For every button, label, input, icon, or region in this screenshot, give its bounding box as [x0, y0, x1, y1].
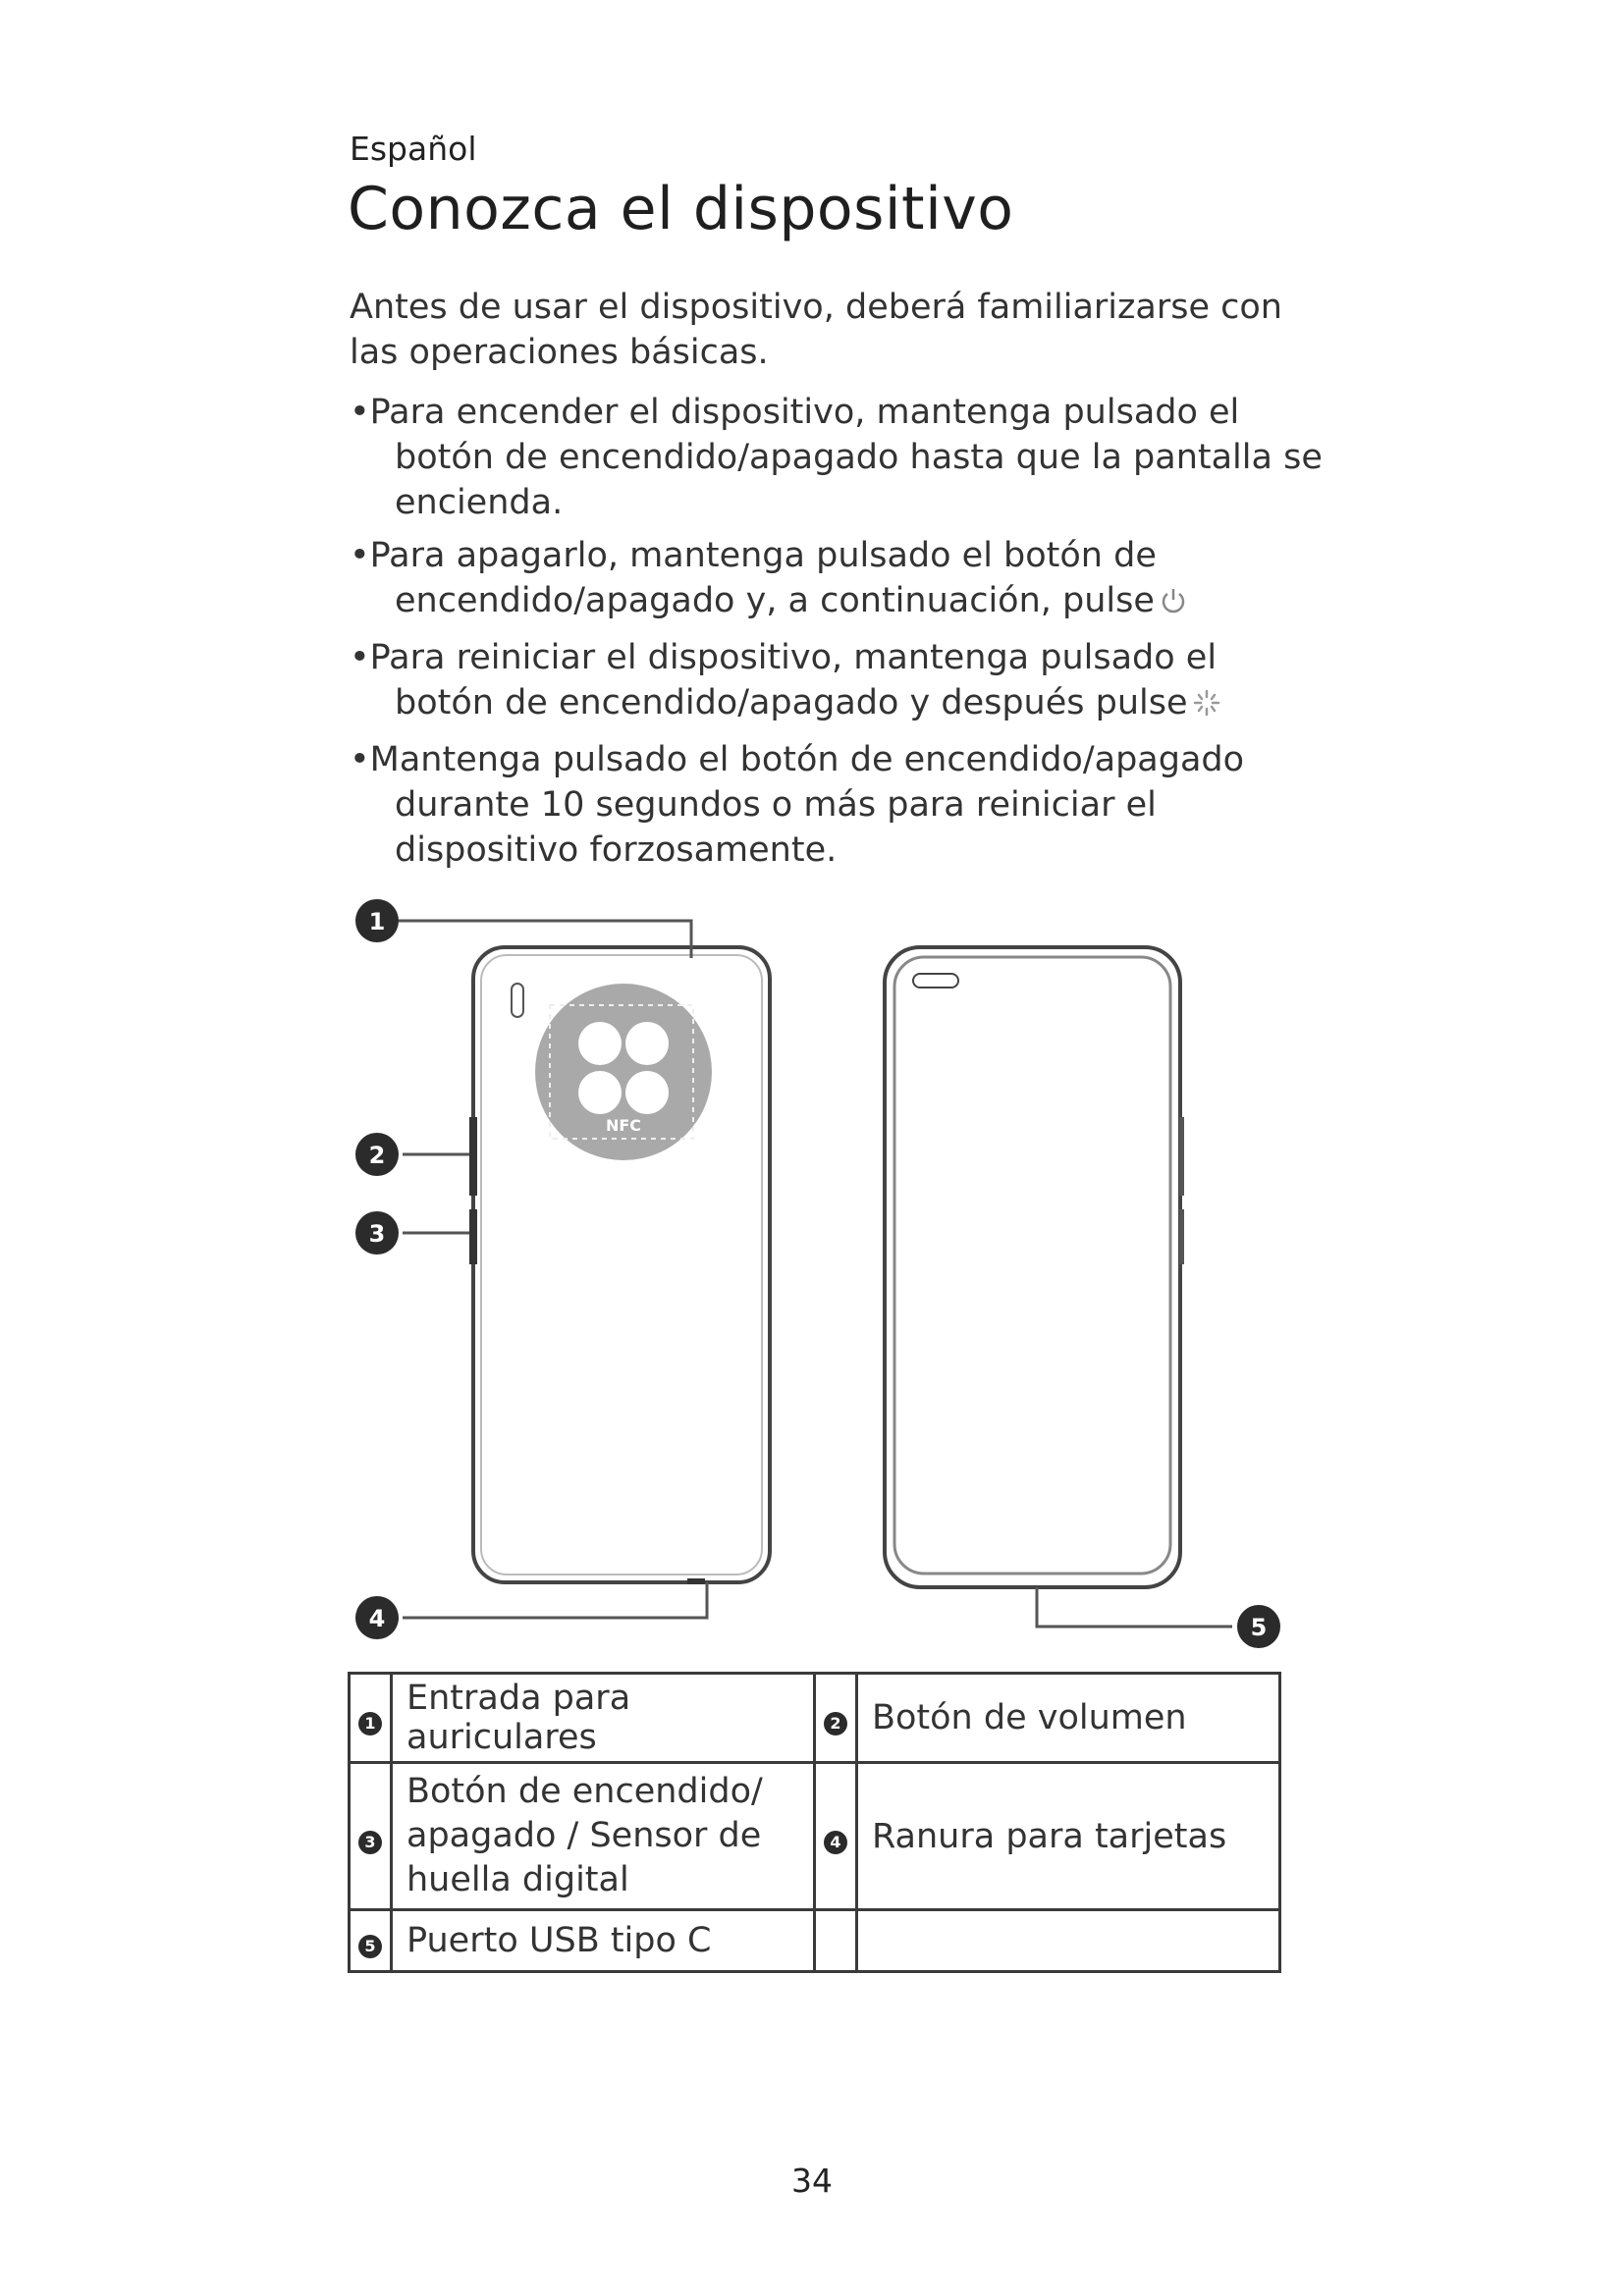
phone-front-illustration	[885, 947, 1184, 1587]
legend-number: 5	[358, 1935, 382, 1958]
legend-number: 1	[358, 1712, 382, 1735]
page-title: Conozca el dispositivo	[348, 175, 1014, 243]
callout-2	[355, 1133, 399, 1176]
power-button	[469, 1209, 477, 1264]
table-row	[350, 1674, 1280, 1763]
intro-paragraph: Antes de usar el dispositivo, deberá familiarizarse con las operaciones básicas.	[350, 288, 1282, 372]
legend-number: 2	[824, 1712, 847, 1735]
svg-text:3: 3	[368, 1220, 386, 1248]
list-item: •Para apagarlo, mantenga pulsado el botón de encendido/apagado y, a continuación, pulse	[350, 533, 1331, 627]
callout-4	[355, 1596, 399, 1639]
legend-label: Botón de volumen	[857, 1674, 1280, 1763]
legend-label: Entrada para auriculares	[392, 1674, 815, 1763]
flash-icon	[512, 984, 523, 1017]
legend-label: Botón de encendido/ apagado / Sensor de huella digital	[392, 1763, 815, 1910]
list-item: •Para encender el dispositivo, mantenga pulsado el botón de encendido/apagado hasta que la pantalla se encienda.	[350, 393, 1323, 522]
legend-number: 3	[358, 1831, 382, 1854]
list-item: •Mantenga pulsado el botón de encendido/apagado durante 10 segundos o más para reiniciar el dispositivo forzosamente.	[350, 740, 1245, 870]
legend-label: Ranura para tarjetas	[857, 1763, 1280, 1910]
nfc-label: NFC	[605, 1116, 642, 1135]
table-row	[350, 1910, 1280, 1972]
language-label: Español	[350, 130, 477, 168]
list-item: •Para reiniciar el dispositivo, mantenga pulsado el botón de encendido/apagado y después pulse	[350, 635, 1331, 729]
phone-back-illustration	[469, 947, 770, 1584]
volume-button	[469, 1117, 477, 1196]
legend-number: 4	[824, 1831, 847, 1854]
svg-text:5: 5	[1250, 1614, 1268, 1641]
callout-1	[355, 899, 399, 942]
callout-3	[355, 1211, 399, 1255]
svg-text:2: 2	[368, 1142, 386, 1169]
page-number: 34	[791, 2162, 833, 2200]
legend-label: Puerto USB tipo C	[392, 1910, 815, 1972]
parts-legend-table	[348, 1672, 1281, 1973]
front-camera	[913, 974, 958, 988]
svg-text:1: 1	[368, 908, 386, 935]
svg-text:4: 4	[368, 1605, 386, 1632]
table-row	[350, 1763, 1280, 1910]
callout-5	[1237, 1605, 1280, 1648]
